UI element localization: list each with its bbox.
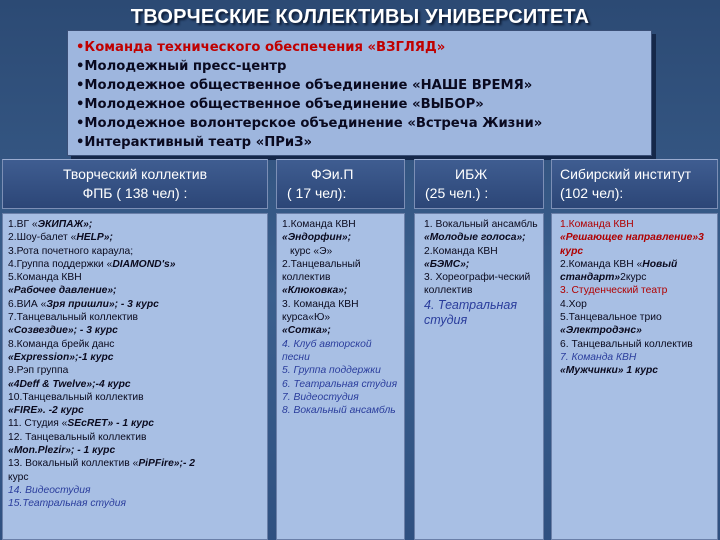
list-item: «FIRE». -2 курс	[8, 405, 84, 417]
list-item: 4. Клуб авторской песни	[282, 338, 372, 363]
list-item: 3. Студенческий театр	[560, 285, 668, 297]
header-sib-line2: (102 чел):	[560, 185, 624, 201]
list-item: •Молодежное общественное объединение «ВЫБОР»	[76, 97, 484, 112]
list-item: 11. Студия «SEcRET» - 1 курс	[8, 418, 155, 430]
header-fei-line1: ФЭи.П	[311, 166, 354, 182]
list-item: 5.Команда КВН	[8, 272, 82, 284]
list-item: «Mon.Plezir»; - 1 курс	[8, 445, 116, 457]
list-item: 10.Танцевальный коллектив	[8, 391, 144, 403]
list-item: 6.ВИА «Зря пришли»; - 3 курс	[8, 298, 159, 310]
column-fei	[276, 213, 405, 540]
list-item: 8. Вокальный ансамбль	[282, 405, 396, 417]
list-item: 6. Театральная студия	[282, 378, 398, 390]
list-item: «Expression»;-1 курс	[8, 351, 114, 363]
list-item: «Клюковка»;	[282, 285, 348, 297]
list-item: •Интерактивный театр «ПРиЗ»	[76, 135, 313, 150]
list-item: 14. Видеостудия	[8, 484, 91, 496]
header-sib	[551, 159, 718, 209]
list-item: курс	[8, 471, 29, 483]
university-collectives-list	[67, 30, 652, 156]
list-item: «Эндорфин»;	[282, 232, 352, 244]
list-item: 1.Команда КВН	[282, 219, 356, 230]
list-item: «БЭМС»;	[424, 258, 470, 270]
list-item: 9.Рэп группа	[8, 365, 69, 377]
list-item: «Сотка»;	[282, 325, 331, 337]
header-fpb-line1: Творческий коллектив	[62, 166, 208, 182]
list-item: 8.Команда брейк данс	[8, 338, 115, 350]
list-item: 2.Команда КВН «Новый стандарт»2курс	[560, 258, 678, 284]
list-item: 7.Танцевальный коллектив	[8, 312, 138, 324]
list-item: 5. Группа поддержки	[282, 365, 381, 377]
column-sib	[551, 213, 718, 540]
list-item: 7. Команда КВН	[560, 351, 637, 363]
header-sib-line1: Сибирский институт	[560, 166, 691, 182]
list-item: «Молодые голоса»;	[424, 232, 526, 244]
column-ibzh	[414, 213, 544, 540]
list-item: 3. Хореографи-ческий коллектив	[424, 272, 531, 297]
list-item: 3. Команда КВН курса«Ю»	[282, 298, 359, 324]
list-item: 3.Рота почетного караула;	[8, 245, 134, 257]
list-item: 13. Вокальный коллектив «PiPFire»;- 2	[8, 458, 195, 470]
list-item: 6. Танцевальный коллектив	[560, 338, 693, 350]
list-item: 12. Танцевальный коллектив	[8, 431, 147, 443]
header-ibzh-line1: ИБЖ	[455, 166, 488, 182]
list-item: курс «Э»	[290, 245, 333, 257]
list-item: 7. Видеостудия	[282, 391, 359, 403]
list-item: 2.Танцевальный коллектив	[282, 258, 361, 284]
page-title: ТВОРЧЕСКИЕ КОЛЛЕКТИВЫ УНИВЕРСИТЕТА	[130, 6, 590, 28]
header-ibzh-line2: (25 чел.) :	[425, 185, 489, 201]
list-item: 4. Театральная студия	[424, 297, 518, 327]
list-item: 15.Театральная студия	[8, 498, 126, 510]
header-ibzh	[414, 159, 544, 209]
list-item: 4.Хор	[560, 298, 587, 310]
list-item: 2.Команда КВН	[424, 245, 498, 257]
list-item: 2.Шоу-балет «HELP»;	[8, 232, 113, 244]
list-item: «Электродэнс»	[560, 325, 642, 337]
list-item: «Решающее направление»3 курс	[560, 232, 704, 257]
list-item: •Молодежное общественное объединение «НАШЕ ВРЕМЯ»	[76, 78, 533, 93]
list-item: 1. Вокальный ансамбль	[424, 219, 538, 230]
list-item: 1.ВГ «ЭКИПАЖ»;	[8, 219, 93, 230]
list-item: 1.Команда КВН	[560, 219, 634, 230]
list-item: •Молодежный пресс-центр	[76, 59, 287, 74]
list-item: 5.Танцевальное трио	[560, 312, 662, 324]
header-fei-line2: ( 17 чел):	[287, 185, 347, 201]
header-fei	[276, 159, 405, 209]
list-item: 4.Группа поддержки «DIAMOND's»	[8, 258, 176, 270]
list-item: •Молодежное волонтерское объединение «Встреча Жизни»	[76, 116, 543, 131]
list-item: •Команда технического обеспечения «ВЗГЛЯД»	[76, 40, 446, 55]
list-item: «Мужчинки» 1 курс	[560, 365, 659, 377]
list-item: «Созвездие»; - 3 курс	[8, 325, 118, 337]
header-fpb-line2: ФПБ ( 138 чел) :	[82, 185, 188, 201]
header-fpb	[2, 159, 268, 209]
list-item: «4Deff & Twelve»;-4 курс	[8, 378, 131, 390]
column-fpb	[2, 213, 268, 540]
list-item: «Рабочее давление»;	[8, 285, 117, 297]
